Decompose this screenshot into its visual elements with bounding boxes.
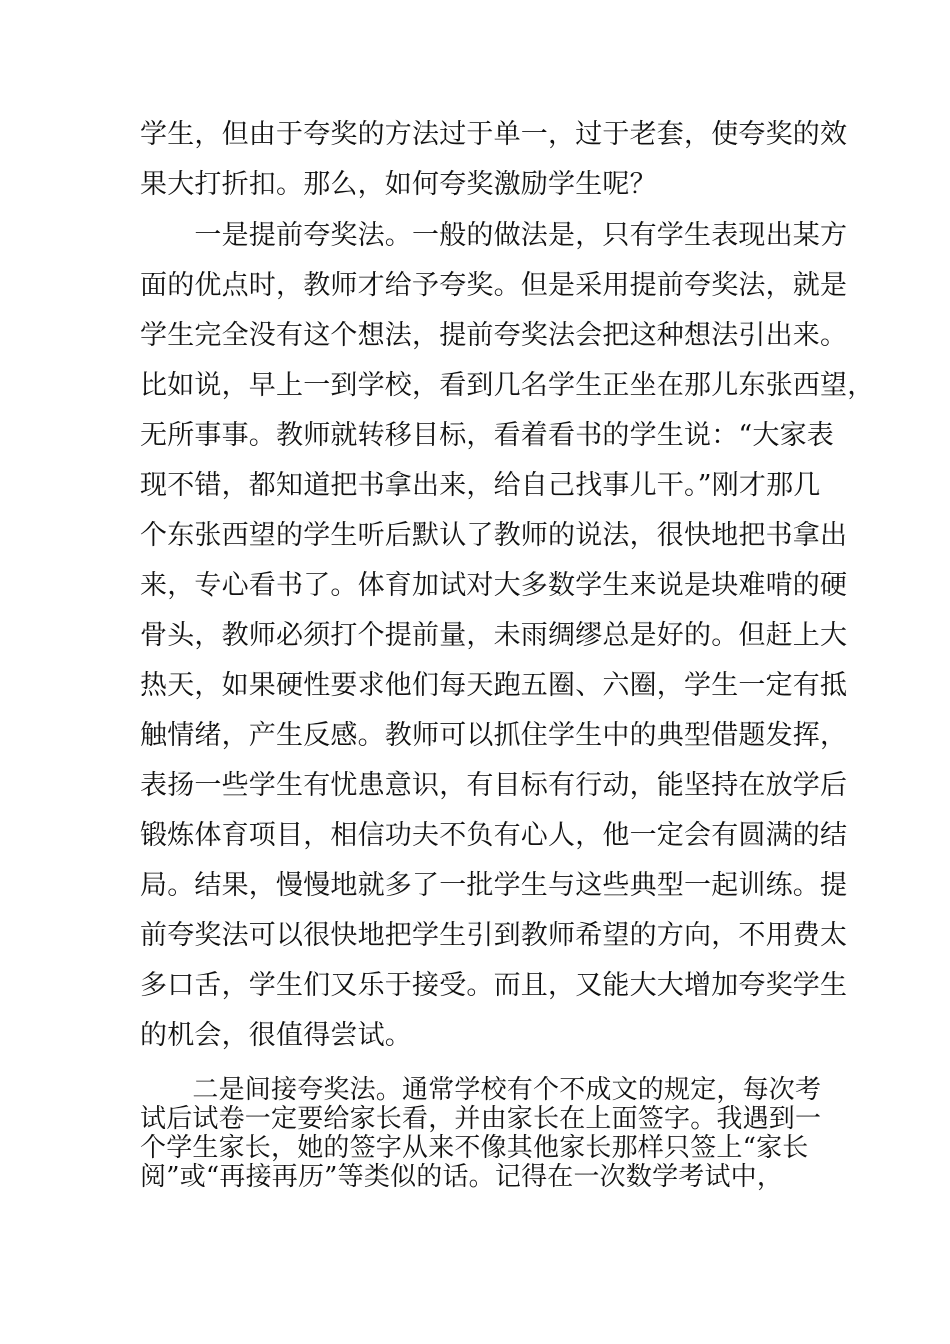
text-line: 热天，如果硬性要求他们每天跑五圈、六圈，学生一定有抵: [140, 670, 848, 701]
text-line: 无所事事。教师就转移目标，看着看书的学生说：“大家表: [140, 420, 835, 451]
text-line: 面的优点时，教师才给予夸奖。但是采用提前夸奖法，就是: [140, 270, 848, 301]
text-line: 阅”或“再接再历”等类似的话。记得在一次数学考试中，: [140, 1162, 784, 1192]
text-line: 表扬一些学生有忧患意识，有目标有行动，能坚持在放学后: [140, 770, 848, 801]
text-line: 个学生家长，她的签字从来不像其他家长那样只签上“家长: [140, 1133, 809, 1163]
paragraph-start-line: 二是间接夸奖法。通常学校有个不成文的规定，每次考: [140, 1075, 822, 1105]
text-line: 局。结果，慢慢地就多了一批学生与这些典型一起训练。提: [140, 870, 848, 901]
text-line: 现不错，都知道把书拿出来，给自己找事儿干。”刚才那几: [140, 470, 821, 501]
text-line: 来，专心看书了。体育加试对大多数学生来说是块难啃的硬: [140, 570, 848, 601]
text-line: 的机会，很值得尝试。: [140, 1020, 412, 1051]
text-line: 比如说，早上一到学校，看到几名学生正坐在那儿东张西望，: [140, 370, 875, 401]
text-line: 学生完全没有这个想法，提前夸奖法会把这种想法引出来。: [140, 320, 848, 351]
text-line: 锻炼体育项目，相信功夫不负有心人，他一定会有圆满的结: [140, 820, 848, 851]
text-line: 试后试卷一定要给家长看，并由家长在上面签字。我遇到一: [140, 1104, 822, 1134]
text-line: 骨头，教师必须打个提前量，未雨绸缪总是好的。但赶上大: [140, 620, 848, 651]
text-line: 触情绪，产生反感。教师可以抓住学生中的典型借题发挥，: [140, 720, 848, 751]
paragraph-start-line: 一是提前夸奖法。一般的做法是，只有学生表现出某方: [140, 220, 848, 251]
text-line: 前夸奖法可以很快地把学生引到教师希望的方向，不用费太: [140, 920, 848, 951]
text-line: 多口舌，学生们又乐于接受。而且，又能大大增加夸奖学生: [140, 970, 848, 1001]
text-line: 个东张西望的学生听后默认了教师的说法，很快地把书拿出: [140, 520, 848, 551]
text-line: 学生，但由于夸奖的方法过于单一，过于老套，使夸奖的效: [140, 119, 848, 150]
text-line: 果大打折扣。那么，如何夸奖激励学生呢？: [140, 169, 657, 200]
